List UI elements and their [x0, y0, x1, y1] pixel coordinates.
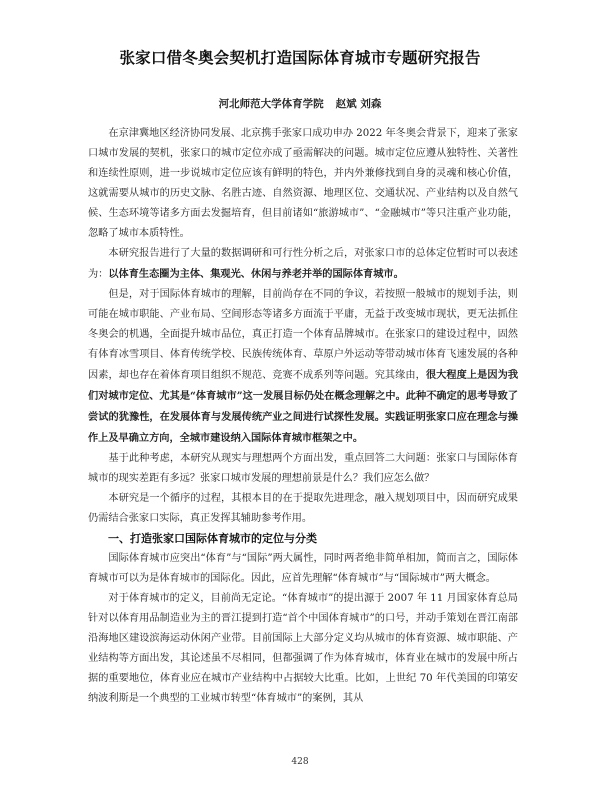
- positioning-lead-text: 本研究报告进行了大量的数据调研和可行性分析之后，对张家口市的总体定位暂时可以表述为：: [88, 248, 518, 280]
- positioning-statement: 以体育生态圈为主体、集观光、休闲与养老并举的国际体育城市。: [108, 268, 404, 280]
- controversy-lead-text: 但是，对于国际体育城市的理解，目前尚存在不同的争议，若按照一般城市的规划手法，则可能在城市职能、产业布局、空间形态等诸多方面流于平庸，无益于改变城市现状，更无法抓住冬奥会的机遇，全面提升城市品位，真正打造一个体育品牌城市。在张家口的建设过程中，固然有体育冰雪项目、体育传统学校、民族传统体育、草原户外运动等带动城市体育飞速发展的各种因素，却也存在着体育项目组织不规范、竞赛不成系列等问题。究其缘由，: [88, 289, 518, 381]
- paragraph-positioning: [88, 244, 518, 285]
- section-heading-1: 一、打造张家口国际体育城市的定位与分类: [108, 532, 317, 545]
- author-names: 赵斌 刘森: [335, 98, 382, 110]
- paragraph-research-questions: 基于此种考虑，本研究从现实与理想两个方面出发，重点回答二大问题：张家口与国际体育城市的现实差距有多远？张家口城市发展的理想前景是什么？我们应怎么做？: [88, 453, 518, 484]
- controversy-emphasis: 很大程度上是因为我们对城市定位、尤其是“体育城市”这一发展目标仍处在概念理解之中。此种不确定的思考导致了尝试的犹豫性，在发展体育与发展传统产业之间进行试探性发展。实践证明张家口应在理念与操作上及早确立方向，全城市建设纳入国际体育城市框架之中。: [88, 369, 519, 444]
- body-text: [88, 124, 518, 709]
- paragraph-intro: 在京津冀地区经济协同发展、北京携手张家口成功申办 2022 年冬奥会背景下，迎来了张家口城市发展的契机，张家口的城市定位亦成了亟需解决的问题。城市定位应遵从独特性、关著性和连续性原则，进一步说城市定位应该有鲜明的特色，并内外兼修找到自身的灵魂和核心价值，这就需要从城市的历史文脉、名胜古迹、自然资源、地理区位、交通状况、产业结构以及自然气候、生态环境等诸多方面去发掘培育，但目前诸如“旅游城市”、“金融城市”等只注重产业功能，忽略了城市本质特性。: [88, 128, 518, 239]
- paragraph-controversy: [88, 285, 518, 449]
- page-number: 428: [291, 757, 309, 767]
- paragraph-international-sports-city: 国际体育城市应突出“体育”与“国际”两大属性，同时两者绝非简单相加，简而言之，国际体育城市可以为是体育城市的国际化。因此，应首先理解“体育城市”与“国际城市”两大概念。: [88, 553, 518, 584]
- page-title: 张家口借冬奥会契机打造国际体育城市专题研究报告: [119, 49, 481, 67]
- paragraph-sports-city-definition: 对于体育城市的定义，目前尚无定论。“体育城市”的提出源于 2007 年 11 月国家体育总局针对以体育用品制造业为主的晋江提到打造“首个中国体育城市”的口号，并动手策划在晋江南部沿海地区建设滨海运动休闲产业带。目前国际上大部分定义均从城市的体育资源、城市职能、产业结构等方面出发，其论述虽不尽相同，但都强调了作为体育城市，体育业在城市的发展中所占据的重要地位，体育业应在城市产业结构中占据较大比重。比如，上世纪 70 年代美国的印第安纳波利斯是一个典型的工业城市转型“体育城市”的案例，其从: [88, 593, 518, 704]
- author-line: [0, 96, 600, 111]
- paragraph-research-process: 本研究是一个循序的过程，其根本目的在于提取先进理念，融入规划项目中，因而研究成果仍需结合张家口实际，真正发挥其辅助参考作用。: [88, 493, 518, 524]
- author-affiliation: 河北师范大学体育学院: [218, 98, 324, 110]
